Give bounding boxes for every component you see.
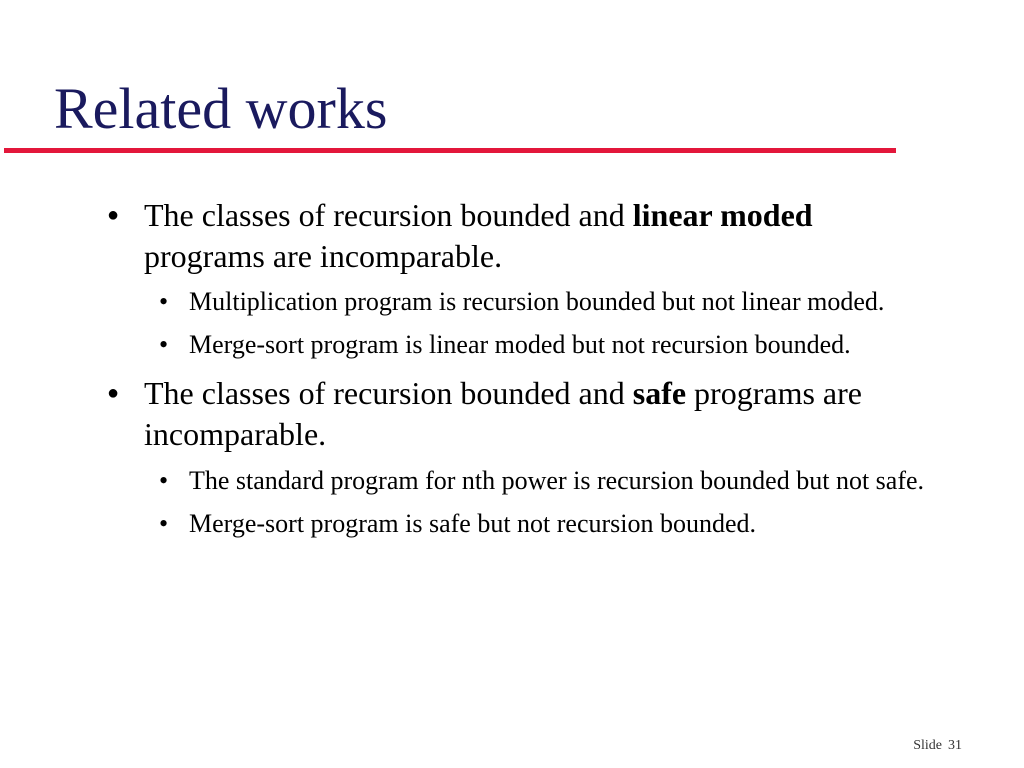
bullet-text: programs are incomparable. (144, 375, 862, 452)
sub-bullet-item (159, 506, 949, 541)
sub-bullet-dot-icon: • (159, 287, 169, 316)
sub-bullet-text: Merge-sort program is linear moded but not recursion bounded. (189, 330, 851, 359)
slide-title: Related works (54, 76, 388, 141)
sub-bullet-dot-icon: • (159, 466, 169, 495)
slide-body (0, 195, 1024, 541)
sub-bullet-text: The standard program for nth power is recursion bounded but not safe. (189, 466, 925, 495)
sub-bullet-item (159, 327, 949, 362)
bullet-text: The classes of recursion bounded and (144, 375, 633, 411)
sub-bullet-text: Multiplication program is recursion bounded but not linear moded. (189, 287, 885, 316)
sub-bullet-item (159, 284, 949, 319)
bullet-emphasis: safe (632, 375, 687, 411)
bullet-dot-icon: ● (107, 382, 120, 404)
bullet-item (107, 195, 904, 277)
slide-footer (913, 738, 962, 754)
bullet-text: programs are incomparable. (144, 238, 503, 274)
sub-bullet-dot-icon: • (159, 509, 169, 538)
sub-bullet-dot-icon: • (159, 330, 169, 359)
bullet-emphasis: linear moded (632, 197, 813, 233)
sub-bullet-text: Merge-sort program is safe but not recursion bounded. (189, 509, 757, 538)
slide-number: 31 (948, 738, 962, 753)
sub-bullet-item (159, 463, 949, 498)
slide-number-label: Slide (913, 738, 942, 753)
bullet-dot-icon: ● (107, 204, 120, 226)
bullet-item (107, 373, 904, 455)
title-underline (4, 148, 896, 153)
bullet-text: The classes of recursion bounded and (144, 197, 633, 233)
